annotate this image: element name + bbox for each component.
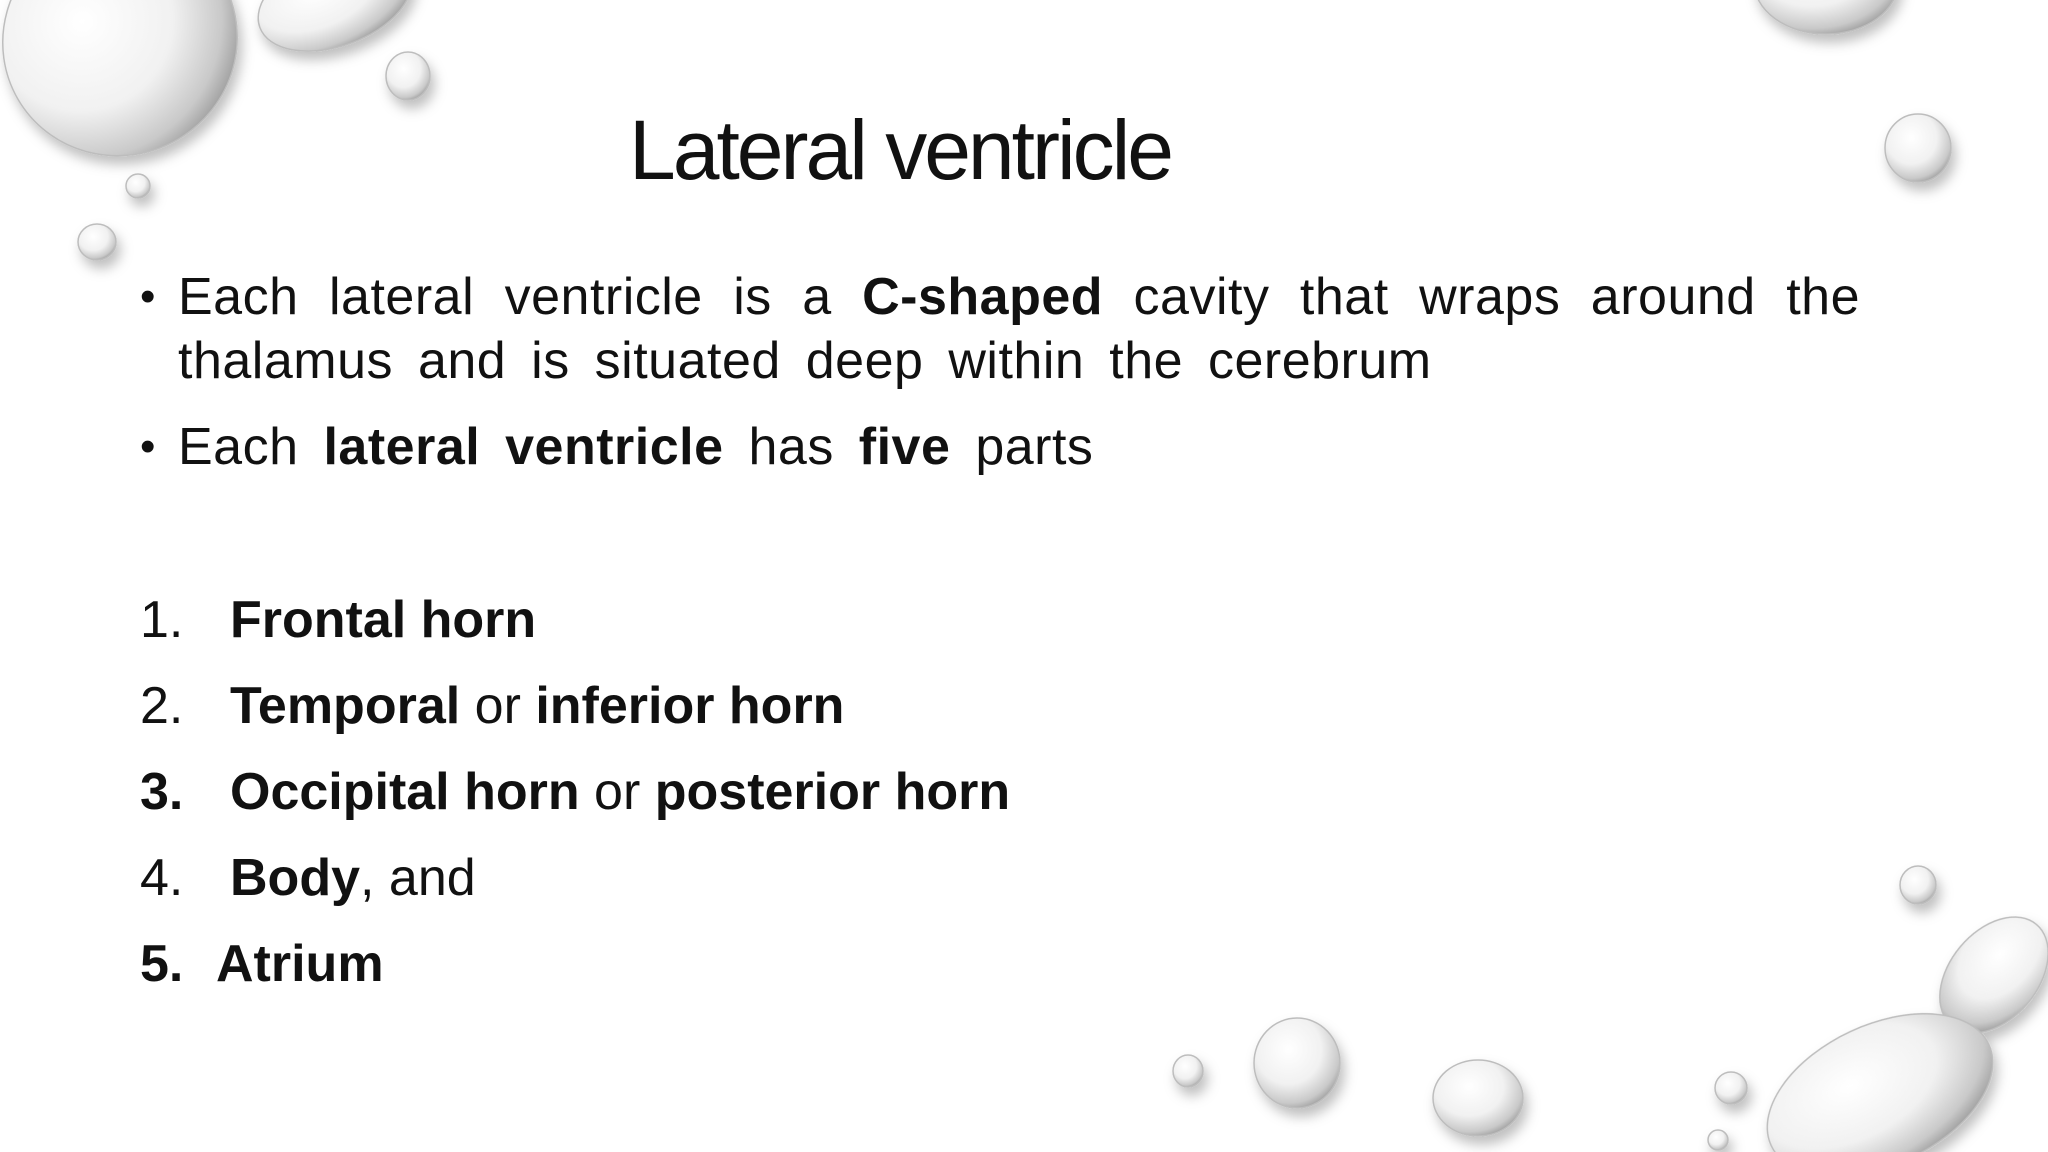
bold-text: Atrium — [216, 935, 384, 993]
part-item — [140, 932, 1540, 1018]
bullet-icon: • — [140, 272, 156, 321]
list-number: 2. — [140, 677, 184, 735]
slide-title: Lateral ventricle — [629, 103, 1171, 197]
droplet — [1433, 1060, 1523, 1136]
droplet — [386, 52, 430, 100]
text-segment: or — [579, 763, 655, 821]
parts-list — [140, 588, 1540, 1018]
bold-text: Temporal — [230, 677, 461, 735]
droplet — [1254, 1018, 1340, 1108]
list-number: 4. — [140, 849, 184, 907]
text-segment: , and — [360, 849, 476, 907]
text-segment: cavity that wraps around the thalamus and is situated deep within the cerebrum — [178, 268, 1860, 390]
droplet — [1708, 1130, 1728, 1150]
bold-text: Frontal horn — [230, 591, 537, 649]
droplet — [1885, 114, 1951, 182]
list-number: 1. — [140, 591, 184, 649]
part-item — [140, 760, 1540, 846]
bold-text: inferior horn — [535, 677, 845, 735]
text-segment: Each — [178, 418, 324, 476]
bullet-icon: • — [140, 422, 156, 471]
bullet-item — [140, 265, 1860, 393]
list-number: 3. — [140, 763, 184, 821]
text-segment: has — [723, 418, 859, 476]
bold-text: Body — [230, 849, 360, 907]
part-item — [140, 846, 1540, 932]
bold-text: lateral ventricle — [323, 418, 724, 476]
text-segment: parts — [950, 418, 1094, 476]
droplet — [1900, 866, 1936, 904]
list-number: 5. — [140, 935, 184, 993]
bold-text: C-shaped — [862, 268, 1104, 326]
text-segment: or — [460, 677, 536, 735]
bold-text: five — [858, 418, 951, 476]
droplet — [78, 224, 116, 260]
bold-text: posterior horn — [654, 763, 1011, 821]
part-item — [140, 674, 1540, 760]
bullet-list — [140, 265, 1860, 501]
droplet — [1754, 0, 1898, 34]
droplet — [1715, 1072, 1747, 1104]
droplet — [1173, 1055, 1203, 1087]
bullet-item — [140, 415, 1860, 479]
part-item — [140, 588, 1540, 674]
text-segment: Each lateral ventricle is a — [178, 268, 863, 326]
bold-text: Occipital horn — [230, 763, 580, 821]
